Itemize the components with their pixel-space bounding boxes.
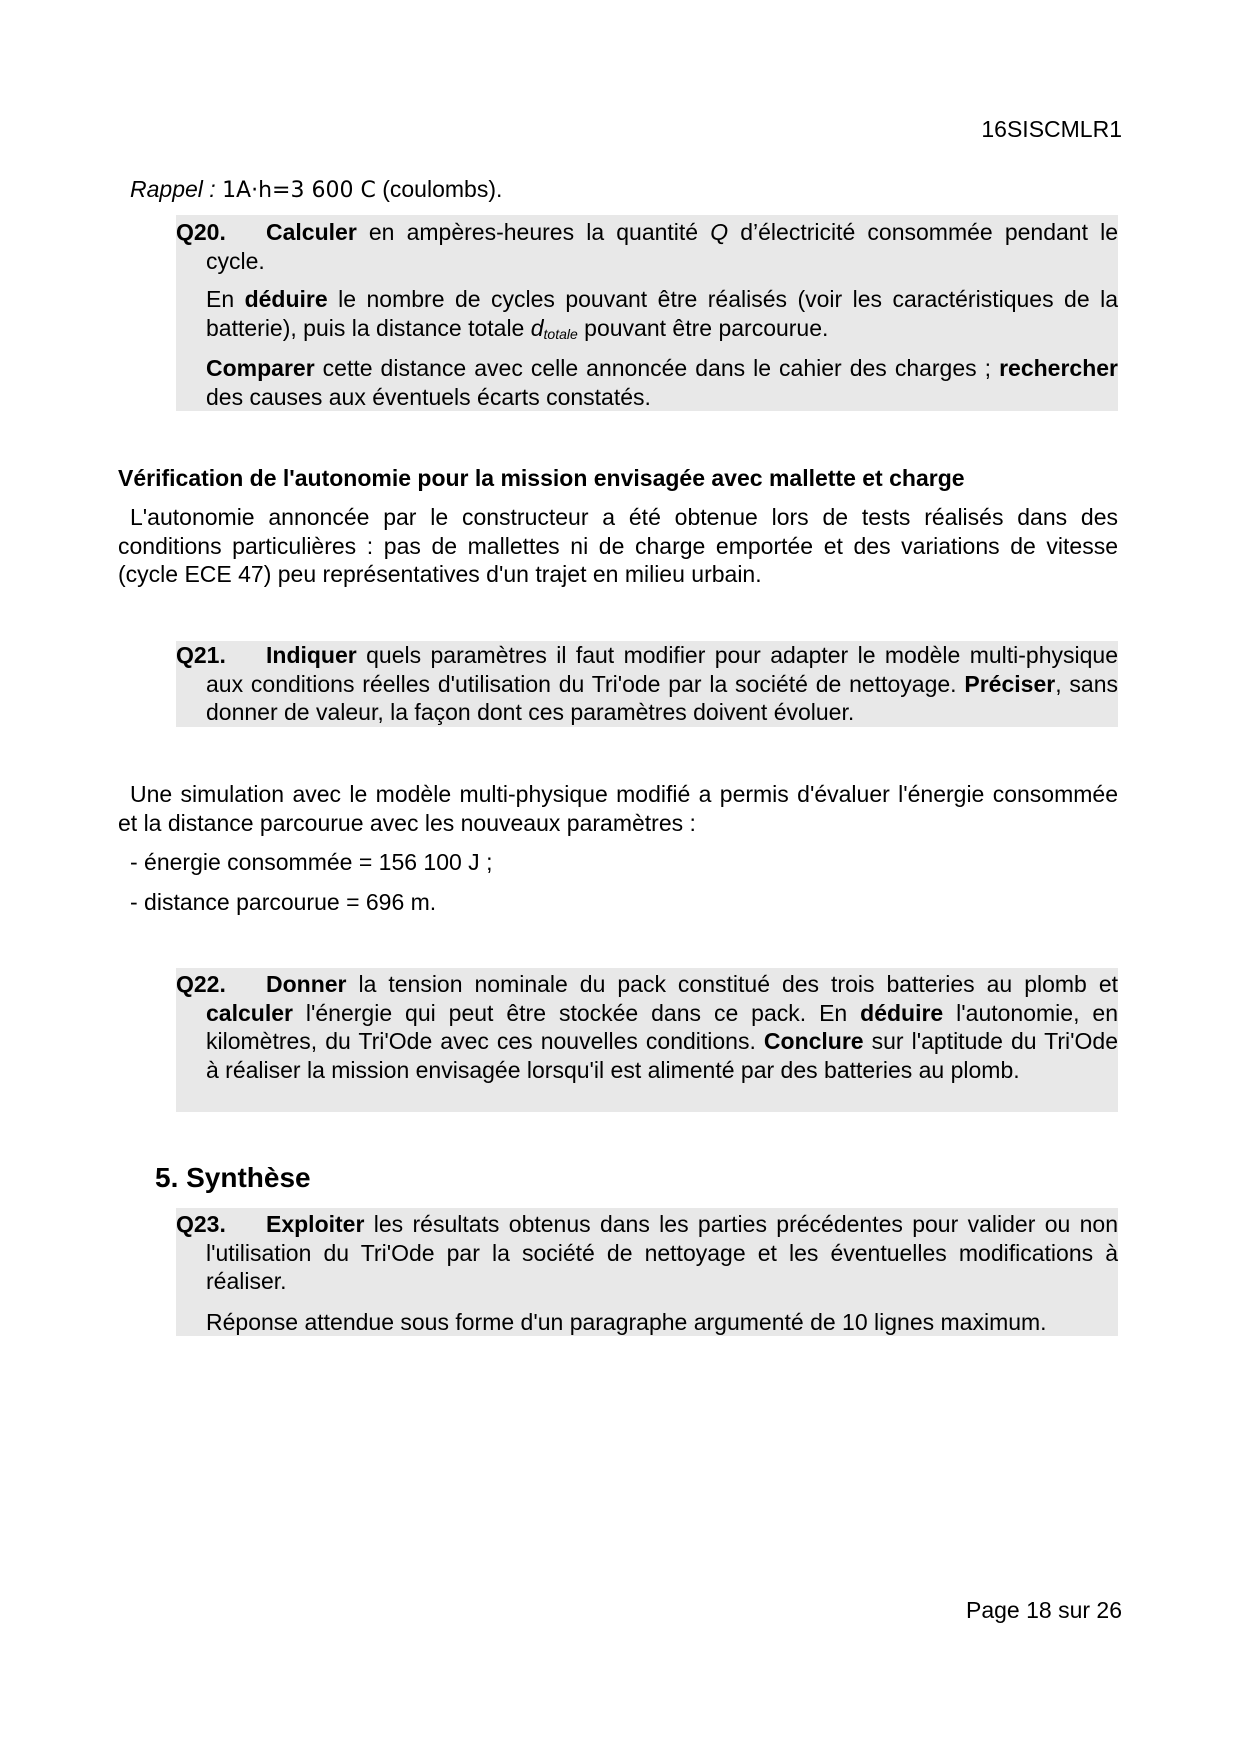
q22-text-a: la tension nominale du pack constitué des trois batteries au plomb et [346,971,1118,997]
rappel-line [130,176,502,203]
q21-text-a: quels paramètres il faut modifier pour adapter le modèle multi-physique aux conditions réelles d'utilisation du Tri'ode par la société de nettoyage. [206,642,1118,697]
rappel-suffix: (coulombs). [382,176,503,202]
q23-box [176,1208,1118,1336]
q22-verb-deduire: déduire [860,999,944,1026]
q20-paragraph-2 [206,285,1118,348]
q20-verb-deduire: déduire [244,286,328,312]
q20-verb-calculer: Calculer [266,219,357,245]
verification-text: L'autonomie annoncée par le constructeur a été obtenue lors de tests réalisés dans des conditions particulières : pas de mallettes ni de charge emportée et des variations de vitesse (cycle ECE 47) peu représentatives d'un trajet en milieu urbain. [118,504,1118,587]
rappel-formula: 1A·h=3 600 C [222,178,376,203]
q20-text-e: pouvant être parcourue. [577,314,829,341]
q21-number: Q21. [176,642,226,668]
q20-text-g: des causes aux éventuels écarts constatés. [206,383,651,410]
q21-paragraph [176,641,1118,727]
q20-text-a: en ampères-heures la quantité [356,219,711,245]
q22-paragraph [176,970,1118,1084]
q22-text-d: sur l'aptitude du Tri'Ode à réaliser la mission envisagée lorsqu'il est alimenté par des batteries au plomb. [206,1028,1119,1083]
q20-text-f: cette distance avec celle annoncée dans le cahier des charges ; [314,355,1000,381]
rappel-label: Rappel : [130,176,216,202]
q23-text-a: les résultats obtenus dans les parties précédentes pour valider ou non l'utilisation du Tri'Ode par la société de nettoyage et les éventuelles modifications à réaliser. [206,1211,1118,1294]
q20-verb-comparer: Comparer [206,355,315,381]
q22-text-b: l'énergie qui peut être stockée dans ce pack. En [292,999,861,1026]
q22-box [176,968,1118,1112]
q23-paragraph-2: Réponse attendue sous forme d'un paragraphe argumenté de 10 lignes maximum. [206,1309,1047,1335]
q21-text-b: , sans donner de valeur, la façon dont ces paramètres doivent évoluer. [206,670,1118,725]
q20-var-sub: totale [543,325,578,342]
q20-text-c: En [206,286,245,312]
q22-verb-calculer: calculer [206,999,293,1026]
q23-paragraph-1 [176,1210,1118,1296]
q20-verb-rechercher: rechercher [999,355,1118,381]
q21-verb-preciser: Préciser [964,670,1056,697]
q20-box [176,215,1118,411]
q20-var-q: Q [710,219,729,245]
verification-heading: Vérification de l'autonomie pour la mission envisagée avec mallette et charge [118,465,965,491]
q20-text-d: le nombre de cycles pouvant être réalisés (voir les caractéristiques de la batterie), puis la distance totale [206,286,1118,341]
q21-box [176,641,1118,727]
q22-text-c: l'autonomie, en kilomètres, du Tri'Ode avec ces nouvelles conditions. [206,999,1118,1054]
q22-verb-conclure: Conclure [763,1028,864,1054]
q20-paragraph-1 [176,218,1118,275]
q22-verb-donner: Donner [266,971,347,997]
q20-var-d: d [530,314,544,341]
simulation-item-energy: - énergie consommée = 156 100 J ; [130,849,493,875]
simulation-text: Une simulation avec le modèle multi-physique modifié a permis d'évaluer l'énergie consommée et la distance parcourue avec les nouveaux paramètres : [118,781,1118,836]
q23-verb-exploiter: Exploiter [266,1211,365,1237]
simulation-item-distance: - distance parcourue = 696 m. [130,889,437,915]
q20-text-b: d’électricité consommée pendant le cycle. [206,219,1118,274]
q22-number: Q22. [176,971,226,997]
page-number: Page 18 sur 26 [965,1597,1122,1623]
q23-number: Q23. [176,1211,226,1237]
q21-verb-indiquer: Indiquer [266,642,357,668]
q20-paragraph-3 [206,354,1118,411]
q20-number: Q20. [176,219,226,245]
document-code: 16SISCMLR1 [981,116,1122,142]
section-5-title: 5. Synthèse [155,1162,311,1193]
